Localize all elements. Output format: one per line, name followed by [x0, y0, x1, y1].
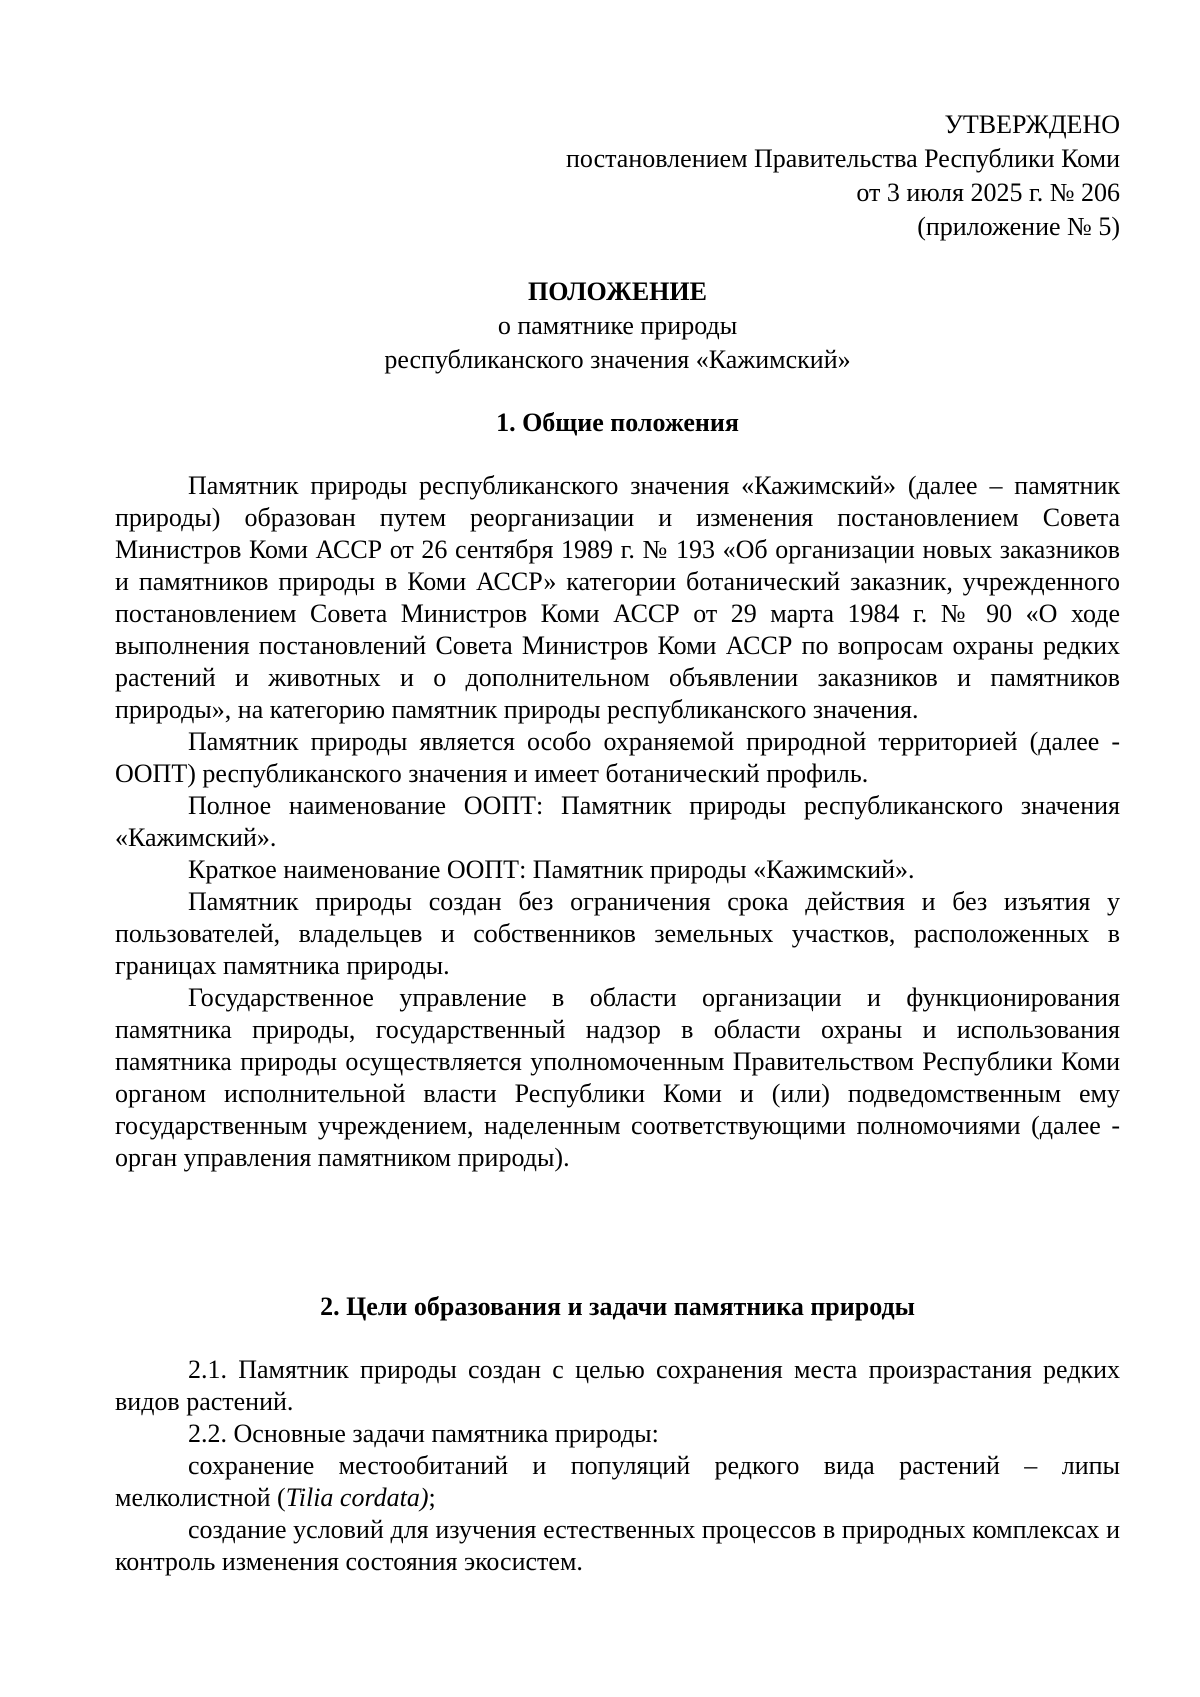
- paragraph: Полное наименование ООПТ: Памятник природы республиканского значения «Кажимский».: [115, 791, 1120, 852]
- paragraph: 2.1. Памятник природы создан с целью сохранения места произрастания редких видов растений.: [115, 1355, 1120, 1416]
- section-1-heading: 1. Общие положения: [496, 408, 739, 437]
- approval-date-number: от 3 июля 2025 г. № 206: [856, 178, 1120, 207]
- paragraph: Памятник природы республиканского значения «Кажимский» (далее – памятник природы) образован путем реорганизации и изменения постановлением Совета Министров Коми АССР от 26 сентября 1989 г. № 193 «Об организации новых заказников и памятников природы в Коми АССР» категории ботанический заказник, учрежденного постановлением Совета Министров Коми АССР от 29 марта 1984 г. № 90 «О ходе выполнения постановлений Совета Министров Коми АССР по вопросам охраны редких растений и животных и о дополнительном объявлении заказников и памятников природы», на категорию памятник природы республиканского значения.: [115, 471, 1120, 724]
- document-subtitle-line2: республиканского значения «Кажимский»: [384, 345, 851, 374]
- species-text: сохранение местообитаний и популяций редкого вида растений – липы мелколистной (: [115, 1451, 1120, 1512]
- approval-appendix: (приложение № 5): [917, 212, 1120, 241]
- approval-resolution: постановлением Правительства Республики Коми: [566, 144, 1120, 173]
- paragraph: 2.2. Основные задачи памятника природы:: [188, 1419, 659, 1448]
- paragraph: Краткое наименование ООПТ: Памятник природы «Кажимский».: [188, 855, 915, 884]
- document-title-block: [115, 275, 1120, 377]
- paragraph: Государственное управление в области организации и функционирования памятника природы, государственный надзор в области охраны и использования памятника природы осуществляется уполномоченным Правительством Республики Коми органом исполнительной власти Республики Коми и (или) подведомственным ему государственным учреждением, наделенным соответствующими полномочиями (далее - орган управления памятником природы).: [115, 983, 1120, 1172]
- section-1-body: [115, 470, 1120, 1174]
- approval-stamp: [566, 108, 1120, 244]
- species-latin-name: Tilia cordata): [285, 1483, 429, 1512]
- document-title: ПОЛОЖЕНИЕ: [528, 277, 707, 306]
- paragraph-species: [115, 1450, 1120, 1514]
- section-2-heading: 2. Цели образования и задачи памятника природы: [320, 1292, 915, 1321]
- section-2-body: [115, 1354, 1120, 1578]
- paragraph: Памятник природы является особо охраняемой природной территорией (далее - ООПТ) республиканского значения и имеет ботанический профиль.: [115, 727, 1120, 788]
- document-subtitle-line1: о памятнике природы: [497, 311, 738, 340]
- approval-label: УТВЕРЖДЕНО: [944, 110, 1120, 139]
- paragraph: Памятник природы создан без ограничения срока действия и без изъятия у пользователей, владельцев и собственников земельных участков, расположенных в границах памятника природы.: [115, 887, 1120, 980]
- paragraph: создание условий для изучения естественных процессов в природных комплексах и контроль изменения состояния экосистем.: [115, 1515, 1120, 1576]
- species-end: ;: [428, 1483, 436, 1512]
